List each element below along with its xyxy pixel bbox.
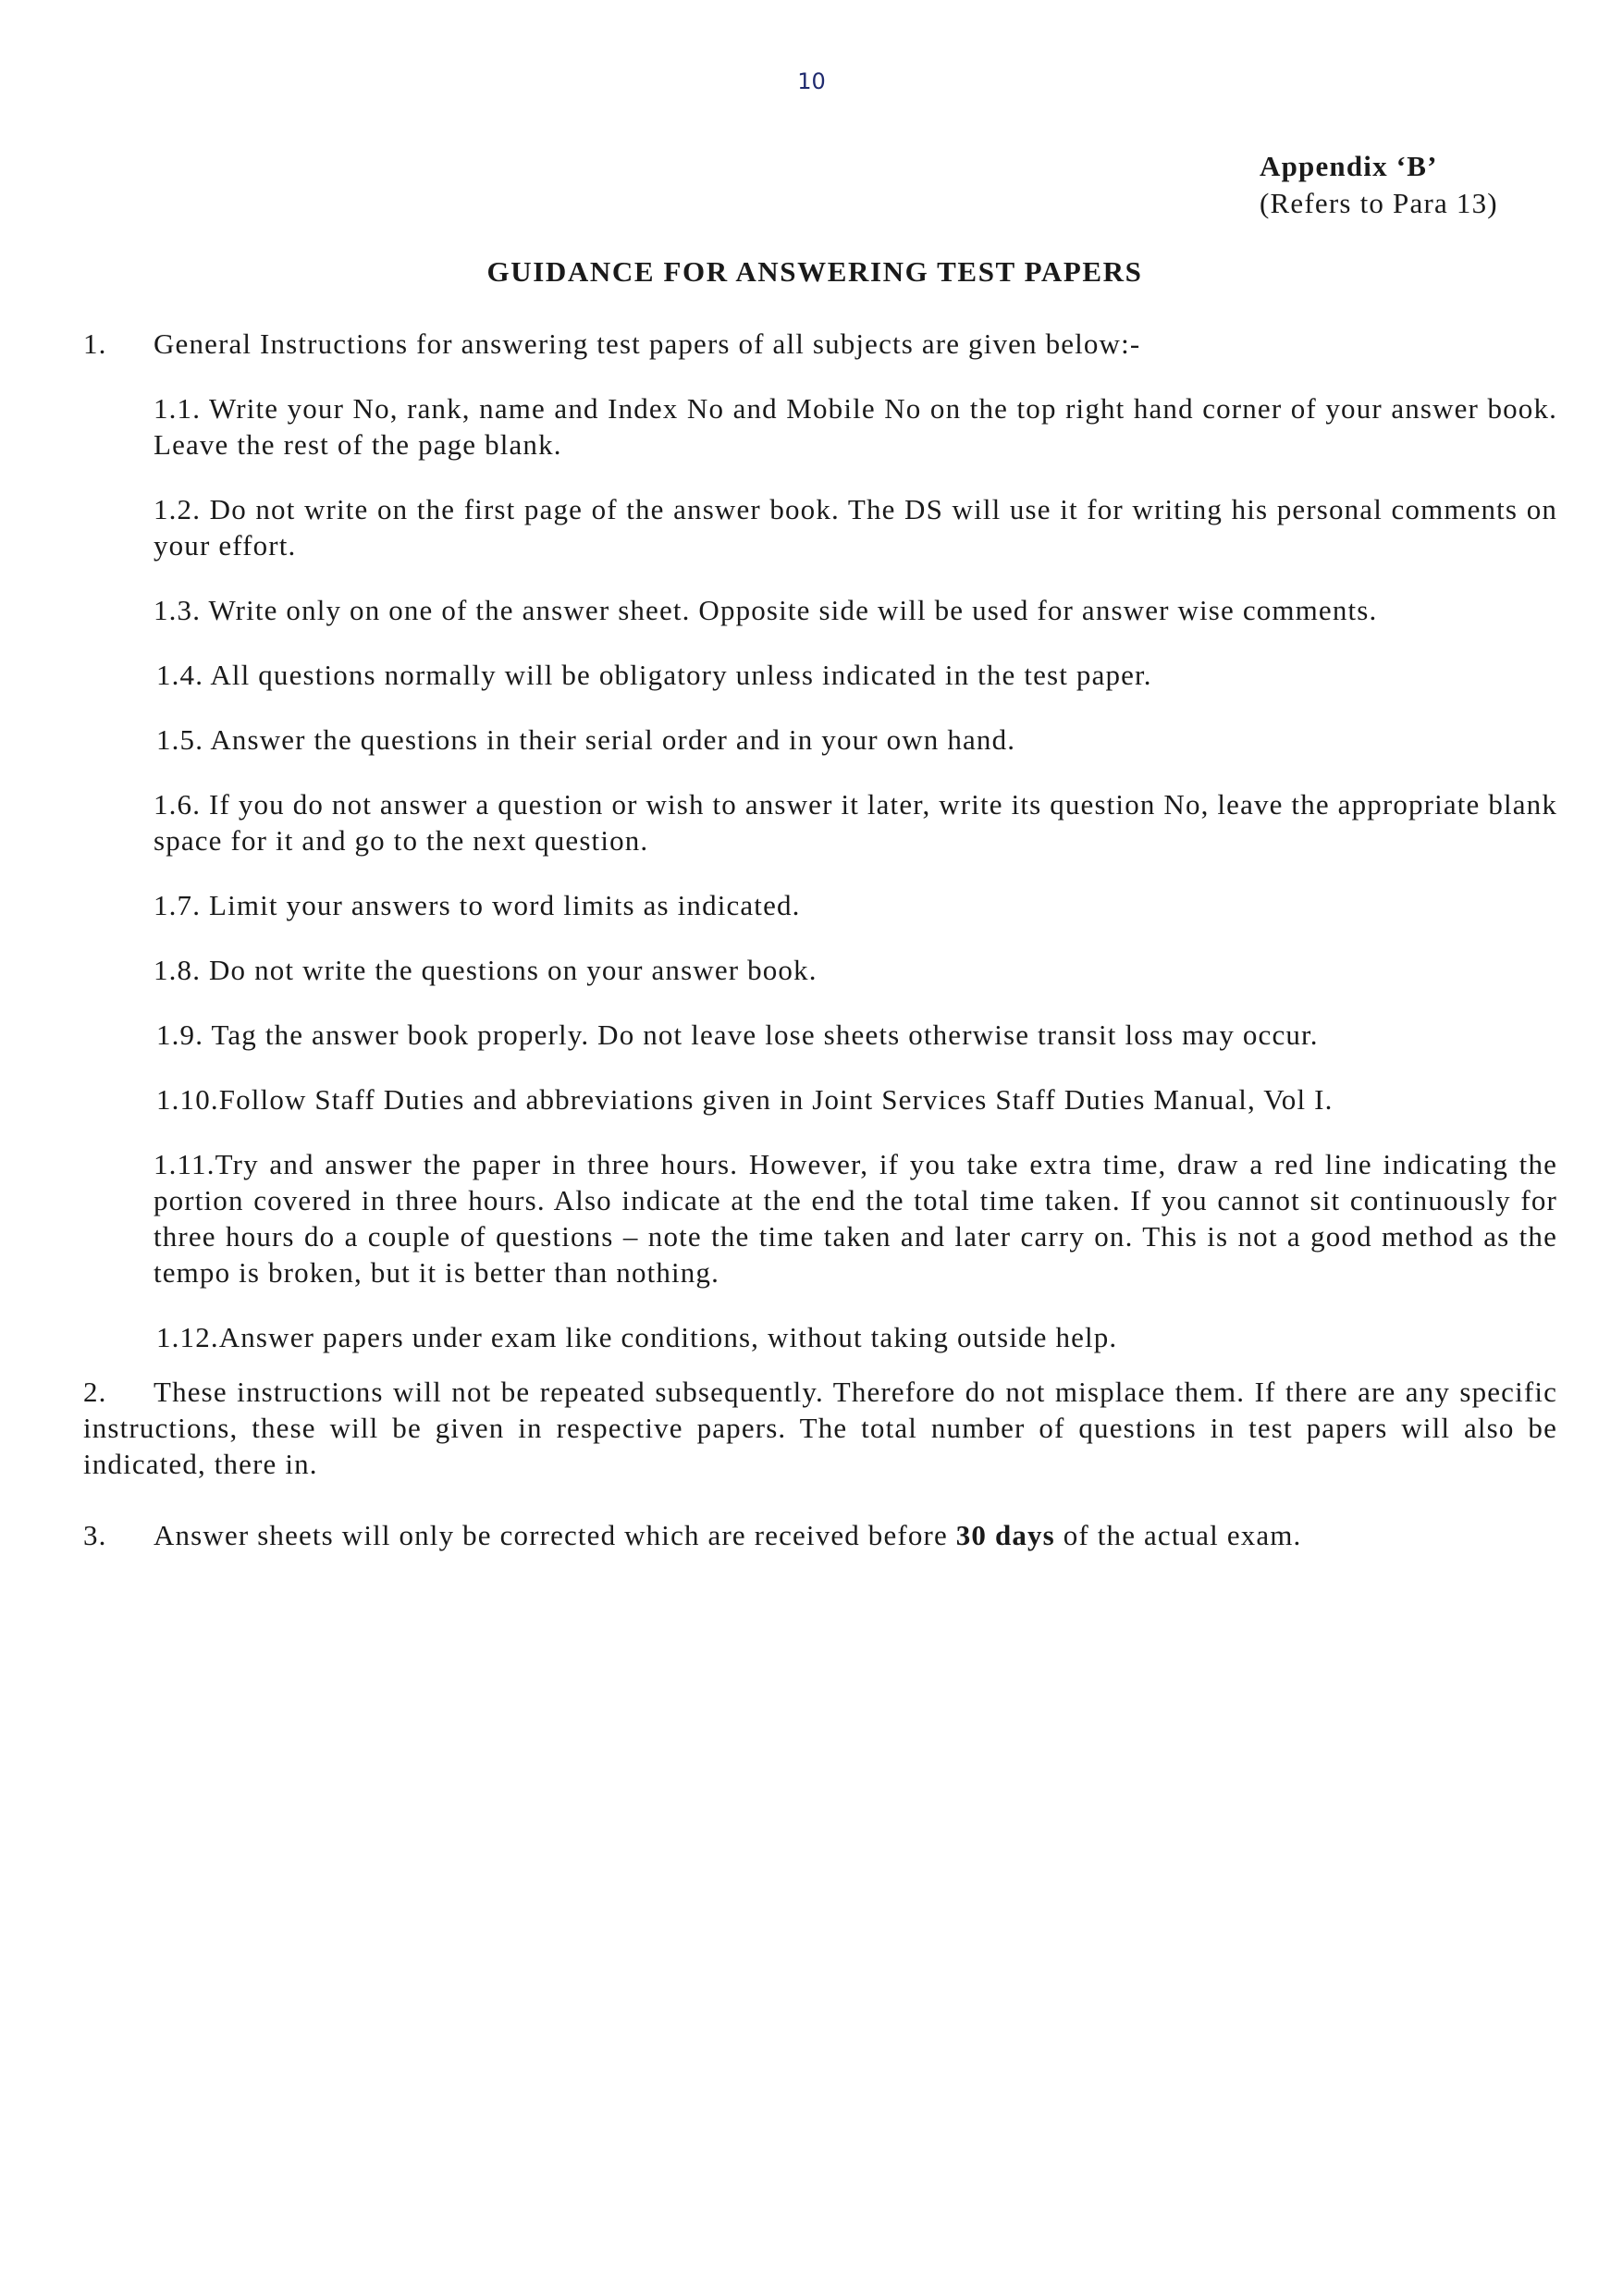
document-heading: GUIDANCE FOR ANSWERING TEST PAPERS	[486, 255, 1143, 288]
instruction-number: 1.9.	[156, 1018, 204, 1051]
instruction-text: Write your No, rank, name and Index No and Mobile No on the top right hand corner of your answer book. Leave the rest of the page blank.	[154, 392, 1557, 461]
instruction-text: Limit your answers to word limits as indicated.	[209, 889, 801, 921]
document-body	[83, 326, 1557, 1582]
instruction-number: 1.4.	[156, 659, 204, 691]
instruction-item	[154, 1319, 1557, 1355]
paragraph-2	[83, 1374, 1557, 1482]
appendix-block	[1260, 148, 1498, 222]
paragraph-text-before: Answer sheets will only be corrected which are received before	[154, 1519, 956, 1551]
paragraph-text: These instructions will not be repeated subsequently. Therefore do not misplace them. If there are any specific instructions, these will be given in respective papers. The total number of questions in test papers will also be indicated, there in.	[83, 1376, 1557, 1480]
instruction-text: If you do not answer a question or wish to answer it later, write its question No, leave the appropriate blank space for it and go to the next question.	[154, 788, 1557, 857]
instruction-number: 1.12.	[156, 1321, 219, 1353]
paragraph-text: General Instructions for answering test papers of all subjects are given below:-	[154, 327, 1141, 360]
paragraph-text-after: of the actual exam.	[1054, 1519, 1302, 1551]
instruction-text: Answer papers under exam like conditions, without taking outside help.	[218, 1321, 1118, 1353]
instruction-text: Do not write on the first page of the answer book. The DS will use it for writing his personal comments on your effort.	[154, 493, 1557, 562]
instruction-item	[154, 887, 1557, 923]
instruction-number: 1.7.	[154, 889, 202, 921]
instruction-item	[154, 657, 1557, 693]
instruction-item	[154, 491, 1557, 563]
paragraph-number: 2.	[83, 1376, 107, 1408]
instruction-number: 1.11.	[154, 1148, 215, 1180]
instruction-list	[83, 390, 1557, 1355]
instruction-number: 1.5.	[156, 723, 204, 756]
instruction-text: All questions normally will be obligatory unless indicated in the test paper.	[210, 659, 1152, 691]
page-number: 10	[797, 68, 826, 94]
instruction-item	[154, 1146, 1557, 1290]
appendix-reference: (Refers to Para 13)	[1260, 187, 1498, 219]
instruction-text: Tag the answer book properly. Do not leave lose sheets otherwise transit loss may occur.	[211, 1018, 1319, 1051]
paragraph-1	[83, 326, 1557, 362]
appendix-title: Appendix ‘B’	[1260, 150, 1438, 182]
instruction-text: Write only on one of the answer sheet. Opposite side will be used for answer wise comments.	[208, 594, 1378, 626]
paragraph-number: 3.	[83, 1519, 107, 1551]
instruction-number: 1.8.	[154, 954, 202, 986]
instruction-item	[154, 390, 1557, 463]
instruction-item	[154, 592, 1557, 628]
instruction-item	[154, 1081, 1557, 1117]
instruction-text: Answer the questions in their serial order and in your own hand.	[210, 723, 1016, 756]
paragraph-number: 1.	[83, 327, 107, 360]
instruction-number: 1.2.	[154, 493, 202, 525]
instruction-text: Try and answer the paper in three hours. However, if you take extra time, draw a red line indicating the portion covered in three hours. Also indicate at the end the total time taken. If you cannot sit continuously for three hours do a couple of questions – note the time taken and later carry on. This is not a good method as the tempo is broken, but it is better than nothing.	[154, 1148, 1557, 1289]
instruction-item	[154, 722, 1557, 758]
instruction-number: 1.6.	[154, 788, 202, 821]
instruction-number: 1.10.	[156, 1083, 219, 1116]
instruction-text: Follow Staff Duties and abbreviations given in Joint Services Staff Duties Manual, Vol I.	[218, 1083, 1334, 1116]
paragraph-3	[83, 1517, 1557, 1553]
instruction-item	[154, 1017, 1557, 1053]
instruction-number: 1.3.	[154, 594, 202, 626]
instruction-text: Do not write the questions on your answer book.	[209, 954, 818, 986]
deadline-emphasis: 30 days	[955, 1519, 1055, 1551]
instruction-item	[154, 786, 1557, 858]
instruction-number: 1.1.	[154, 392, 202, 425]
instruction-item	[154, 952, 1557, 988]
